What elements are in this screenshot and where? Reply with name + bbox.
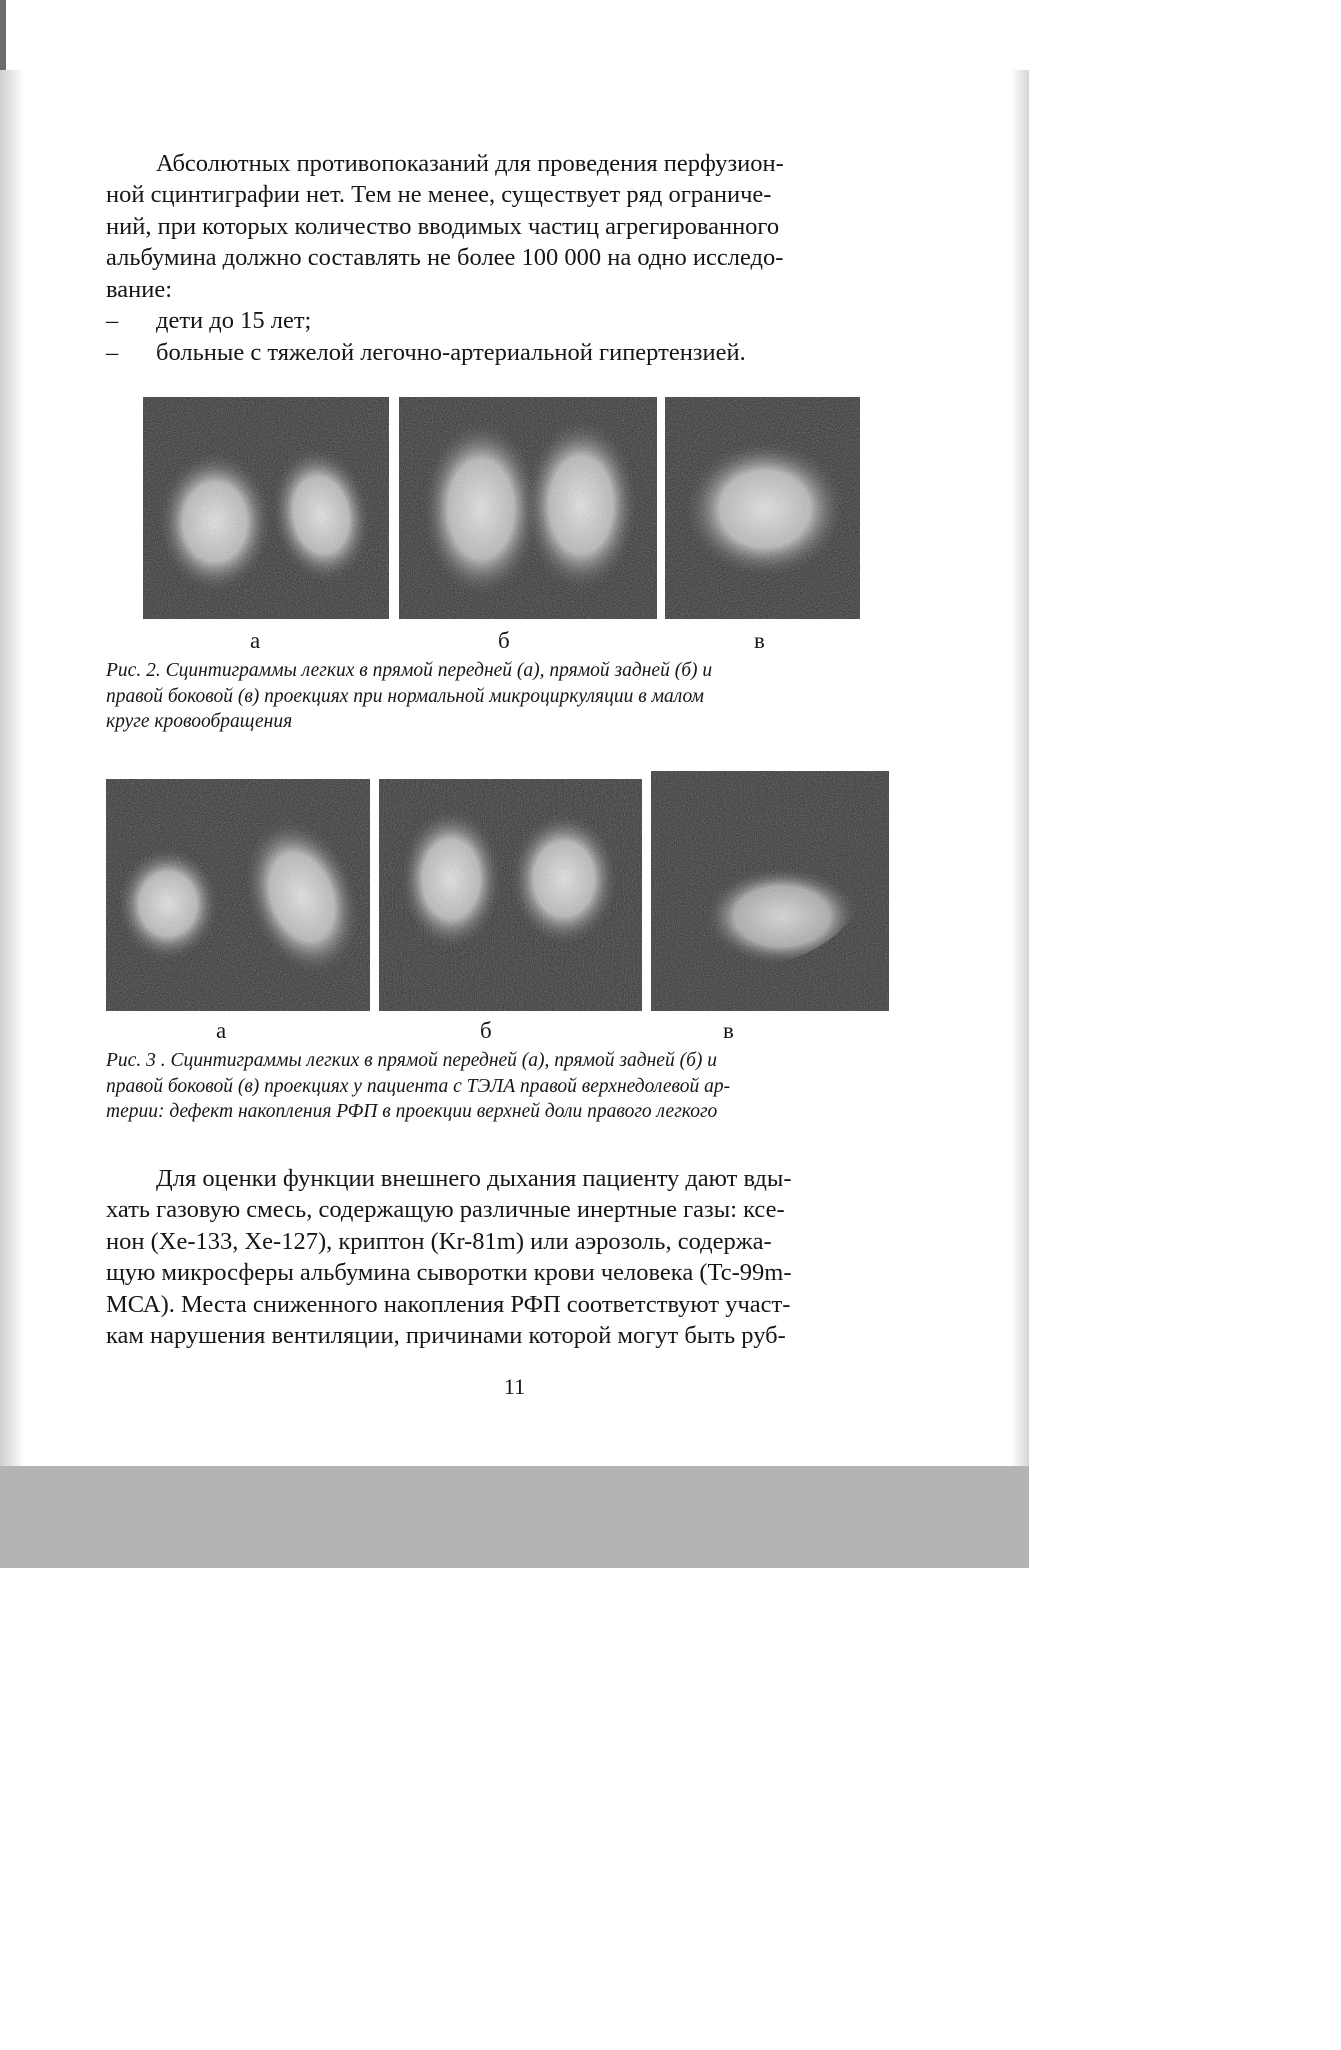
figure2-caption xyxy=(106,658,896,735)
body-paragraph xyxy=(106,1163,896,1351)
scan-bottom-band xyxy=(0,1466,1029,1568)
body-line: Для оценки функции внешнего дыхания пациенту дают вды- xyxy=(156,1165,792,1192)
intro-line: ной сцинтиграфии нет. Тем не менее, существует ряд ограниче- xyxy=(106,181,772,209)
body-line: нон (Xe-133, Xe-127), криптон (Kr-81m) или аэрозоль, содержа- xyxy=(106,1227,772,1255)
intro-paragraph xyxy=(106,148,896,305)
caption-line: круге кровообращения xyxy=(106,711,293,732)
caption-line: терии: дефект накопления РФП в проекции верхней доли правого легкого xyxy=(106,1101,718,1122)
fig2-label-b: б xyxy=(498,628,510,653)
caption-line: правой боковой (в) проекциях у пациента с ТЭЛА правой верхнедолевой ар- xyxy=(106,1075,731,1097)
list-dash: – xyxy=(106,339,119,366)
intro-line: ний, при которых количество вводимых частиц агрегированного xyxy=(106,212,780,240)
body-line: щую микросферы альбумина сыворотки крови человека (Tc-99m- xyxy=(106,1259,792,1287)
caption-line: Рис. 3 . Сцинтиграммы легких в прямой передней (а), прямой задней (б) и xyxy=(106,1050,718,1071)
body-line: МСА). Места сниженного накопления РФП соответствуют участ- xyxy=(106,1290,791,1318)
scintigram-fig2-posterior xyxy=(399,397,657,619)
scan-left-margin xyxy=(0,70,24,1470)
scintigram-fig3-anterior xyxy=(106,779,370,1011)
scintigram-fig2-lateral xyxy=(665,397,860,619)
list-item xyxy=(106,305,311,336)
fig3-label-v: в xyxy=(723,1018,734,1043)
intro-line: альбумина должно составлять не более 100 000 на одно исследо- xyxy=(106,244,784,272)
caption-line: правой боковой (в) проекциях при нормальной микроциркуляции в малом xyxy=(106,685,704,707)
list-item-text: дети до 15 лет; xyxy=(156,307,312,334)
body-line: кам нарушения вентиляции, причинами которой могут быть руб- xyxy=(106,1322,786,1350)
figure3-caption xyxy=(106,1048,896,1125)
fig3-label-b: б xyxy=(480,1018,492,1043)
fig3-label-a: а xyxy=(216,1018,227,1043)
caption-line: Рис. 2. Сцинтиграммы легких в прямой передней (а), прямой задней (б) и xyxy=(106,660,713,681)
scintigram-fig3-posterior xyxy=(379,779,642,1011)
list-item-text: больные с тяжелой легочно-артериальной гипертензией. xyxy=(156,339,746,366)
scintigram-fig2-anterior xyxy=(143,397,389,619)
scan-right-margin xyxy=(1011,70,1029,1470)
fig2-label-a: а xyxy=(250,628,261,653)
fig2-label-v: в xyxy=(754,628,765,653)
list-item xyxy=(106,337,746,368)
page-number: 11 xyxy=(503,1374,526,1399)
intro-line: Абсолютных противопоказаний для проведения перфузион- xyxy=(156,150,784,177)
intro-line: вание: xyxy=(106,275,173,303)
list-dash: – xyxy=(106,307,119,334)
body-line: хать газовую смесь, содержащую различные инертные газы: ксе- xyxy=(106,1196,785,1224)
scintigram-fig3-lateral xyxy=(651,771,889,1011)
